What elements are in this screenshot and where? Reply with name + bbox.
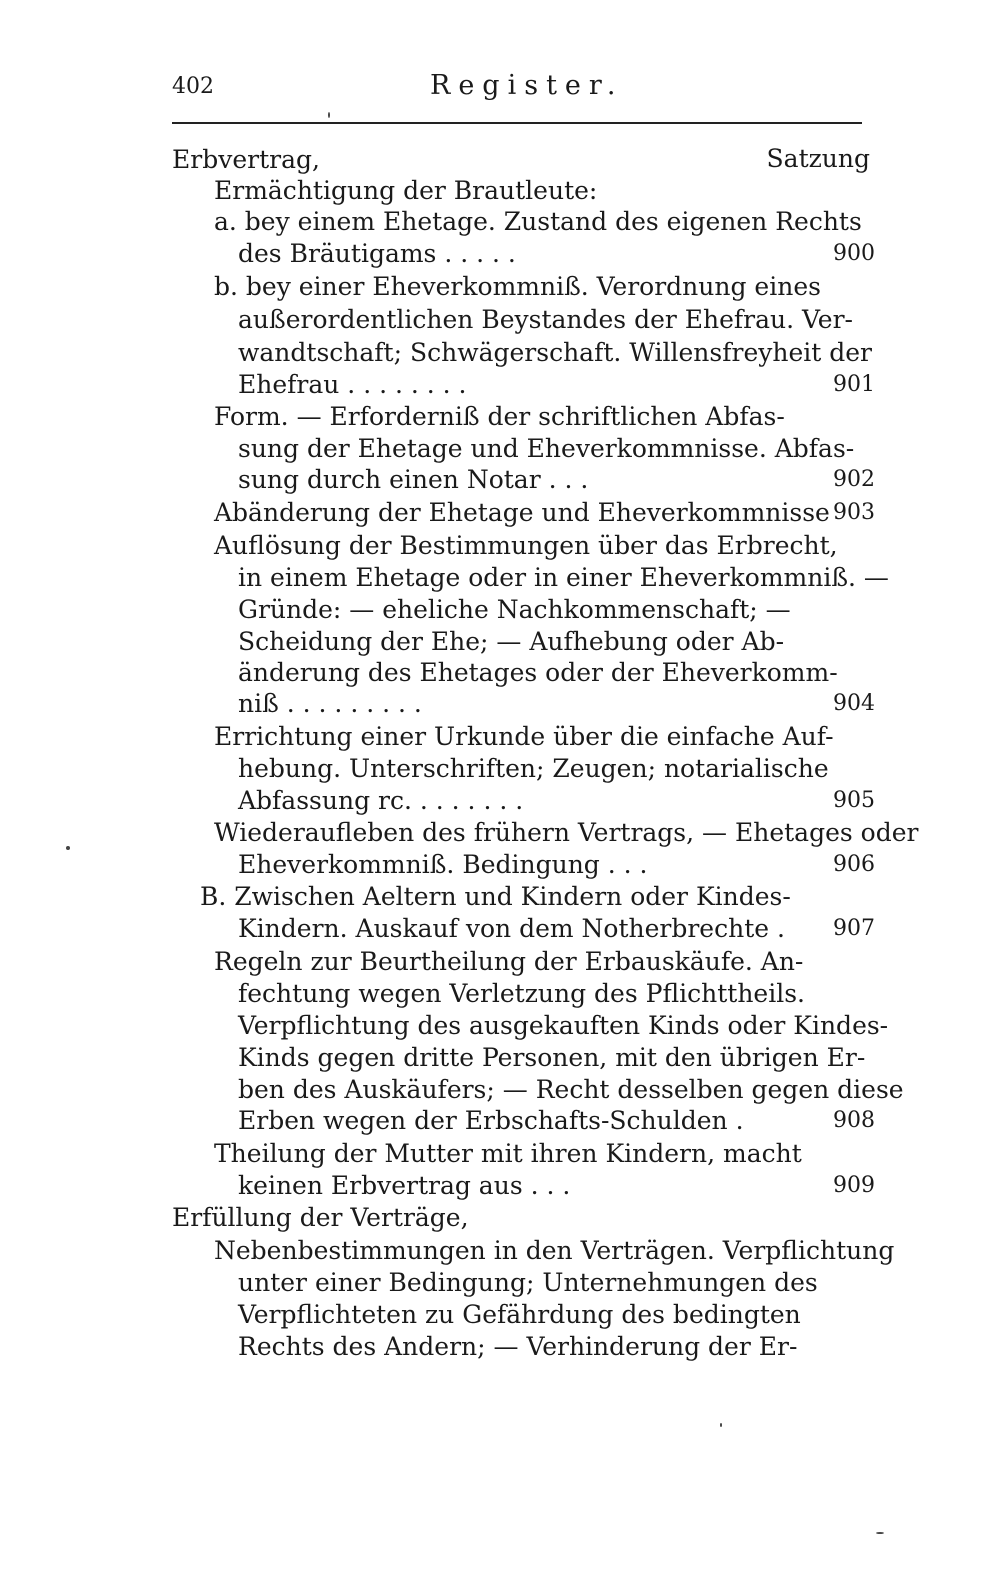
entry-line: Gründe: — eheliche Nachkommenschaft; —: [238, 595, 791, 624]
entry-line: a. bey einem Ehetage. Zustand des eigenen Rechts: [214, 207, 862, 236]
page-reference: 909: [833, 1173, 875, 1198]
entry-line: Scheidung der Ehe; — Aufhebung oder Ab-: [238, 627, 785, 656]
page-title: Register.: [430, 70, 624, 101]
entry-line: Wiederaufleben des frühern Vertrags, — Ehetages oder: [214, 818, 919, 847]
column-heading: Satzung: [766, 144, 870, 173]
entry-line: außerordentlichen Beystandes der Ehefrau. Ver-: [238, 305, 853, 334]
entry-line: unter einer Bedingung; Unternehmungen des: [238, 1268, 818, 1297]
entry-line: Kindern. Auskauf von dem Notherbrechte .: [238, 914, 785, 943]
entry-line: Erben wegen der Erbschafts-Schulden .: [238, 1106, 744, 1135]
page-reference: 901: [833, 372, 875, 397]
entry-line: b. bey einer Eheverkommniß. Verordnung eines: [214, 272, 821, 301]
entry-line: Form. — Erforderniß der schriftlichen Abfas-: [214, 402, 785, 431]
entry-line: Abfassung rc. . . . . . . .: [238, 786, 524, 815]
page-reference: 902: [833, 467, 875, 492]
entry-line: keinen Erbvertrag aus . . .: [238, 1171, 571, 1200]
page-reference: 907: [833, 916, 875, 941]
entry-line: fechtung wegen Verletzung des Pflichttheils.: [238, 979, 805, 1008]
entry-line: ben des Auskäufers; — Recht desselben gegen diese: [238, 1075, 904, 1104]
page-reference: 908: [833, 1108, 875, 1133]
page-reference: 904: [833, 691, 875, 716]
speck-mark: [66, 846, 70, 850]
page-reference: 905: [833, 788, 875, 813]
entry-line: Auflösung der Bestimmungen über das Erbrecht,: [214, 531, 838, 560]
entry-line: sung durch einen Notar . . .: [238, 465, 589, 494]
entry-line: änderung des Ehetages oder der Eheverkomm-: [238, 658, 838, 687]
entry-line: wandtschaft; Schwägerschaft. Willensfreyheit der: [238, 338, 872, 367]
entry-line: Eheverkommniß. Bedingung . . .: [238, 850, 648, 879]
entry-line: Rechts des Andern; — Verhinderung der Er-: [238, 1332, 798, 1361]
entry-heading: Erbvertrag,: [172, 145, 320, 174]
entry-line: Nebenbestimmungen in den Verträgen. Verpflichtung: [214, 1236, 895, 1265]
entry-line: sung der Ehetage und Eheverkommnisse. Abfas-: [238, 434, 855, 463]
entry-line: Regeln zur Beurtheilung der Erbauskäufe. An-: [214, 947, 804, 976]
entry-line: Verpflichteten zu Gefährdung des bedingten: [238, 1300, 801, 1329]
entry-line: Errichtung einer Urkunde über die einfache Auf-: [214, 722, 834, 751]
speck-mark: [720, 1423, 722, 1427]
entry-line: B. Zwischen Aeltern und Kindern oder Kindes-: [200, 882, 791, 911]
entry-line: Theilung der Mutter mit ihren Kindern, macht: [214, 1139, 802, 1168]
entry-line: Abänderung der Ehetage und Eheverkommnisse: [214, 498, 830, 527]
page-reference: 903: [833, 500, 875, 525]
entry-line: niß . . . . . . . . .: [238, 689, 422, 718]
page-reference: 900: [833, 241, 875, 266]
entry-line: Ermächtigung der Brautleute:: [214, 176, 598, 205]
entry-line: hebung. Unterschriften; Zeugen; notarialische: [238, 754, 829, 783]
header-rule: [172, 122, 862, 124]
page-number: 402: [172, 74, 214, 99]
entry-heading: Erfüllung der Verträge,: [172, 1203, 469, 1232]
speck-mark: [876, 1532, 884, 1534]
page-reference: 906: [833, 852, 875, 877]
speck-mark: [328, 112, 330, 118]
entry-line: in einem Ehetage oder in einer Eheverkommniß. —: [238, 563, 889, 592]
entry-line: Verpflichtung des ausgekauften Kinds oder Kindes-: [238, 1011, 889, 1040]
entry-line: Kinds gegen dritte Personen, mit den übrigen Er-: [238, 1043, 866, 1072]
entry-line: Ehefrau . . . . . . . .: [238, 370, 467, 399]
entry-line: des Bräutigams . . . . .: [238, 239, 516, 268]
